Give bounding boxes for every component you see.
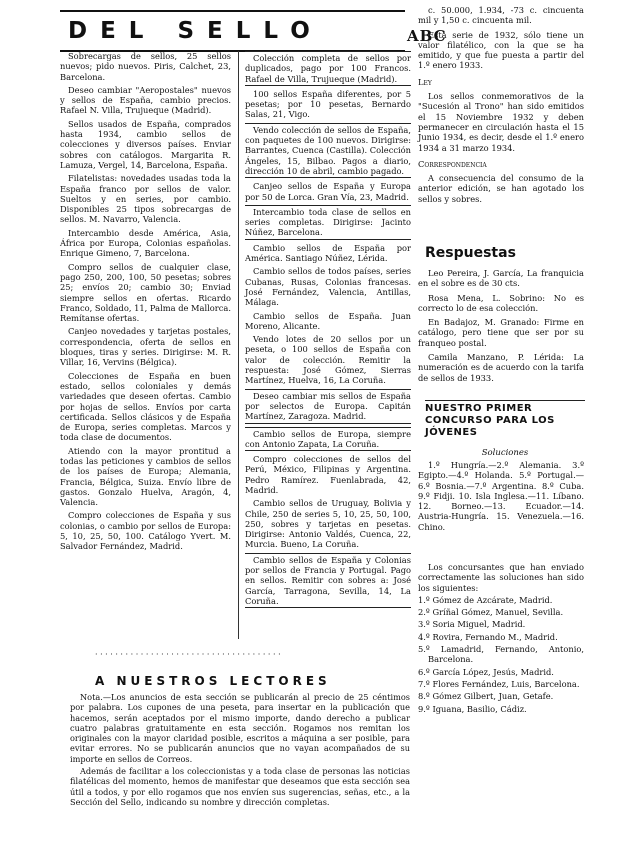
winner-item: 8.º Gómez Gilbert, Juan, Getafe. — [418, 691, 554, 702]
section-header — [60, 10, 447, 52]
classified-ad: Sobrecargas de sellos, 25 sellos nuevos; pido nuevos. Piris, Calchet, 23, Barcelona. — [60, 51, 231, 82]
middle-column — [245, 51, 411, 639]
classified-ad: Cambio sellos de Uruguay, Bolivia y Chile, 250 de series 5, 10, 25, 50, 100, 250, sobres y tarjetas en pesetas. Dirigirse: Antonio Valdés, Cuenca, 22, Murcia. Bueno, La Coruña. — [245, 498, 411, 550]
classified-ad: Atiendo con la mayor prontitud a todas las peticiones y cambios de sellos de los países de Europa; Alemania, Francia, Bélgica, Suiza. Envío libre de gastos. Gonzalo Huelva, Aragón, 4, Valencia. — [60, 445, 231, 508]
dotted-separator: · · · · · · · · · · · · · · · · · · · · · · · · · · · · · · · · · · · · · — [95, 650, 281, 659]
winner-item: 9.º Iguana, Basilio, Cádiz. — [418, 703, 527, 714]
notice-paragraph: Nota.—Los anuncios de esta sección se publicarán al precio de 25 céntimos por palabra. Los cupones de una peseta, para insertar en la publicación que hacemos, serán aceptados por el mismo importe, dando derecho a publicar cuatro palabras gratuitamente en esta sección. Rogamos nos remitan los originales con la mayor claridad posible, escritos a máquina a ser posible, para evitar errores. No se publicarán anuncios que no vayan acompañados de su importe en sellos de Correos. — [70, 692, 410, 764]
respuestas-list — [418, 268, 584, 398]
soluciones-text: 1.º Hungría.—2.º Alemania. 3.º Egipto.—4.º Holanda. 5.º Portugal.—6.º Bosnia.—7.º Argentina. 8.º Cuba. 9.º Fidji. 10. Isla Inglesa.—11. Líbano. 12. Borneo.—13. Ecuador.—14. Austria-Hungría. 15. Venezuela.—16. Chino. — [418, 460, 584, 532]
column-divider — [238, 51, 239, 639]
lectores-heading: A NUESTROS LECTORES — [95, 674, 331, 688]
winner-item: 3.º Soria Miguel, Madrid. — [418, 619, 526, 630]
answer-item: En Badajoz, M. Granado: Firme en catálogo, pero tiene que ser por su franqueo postal. — [418, 317, 584, 348]
classified-ad: Compro sellos de cualquier clase, pago 250, 200, 100, 50 pesetas; sobres 25; envíos 20; cambio 30; Enviad siempre sellos en ofertas. Ricardo Franco, Soldado, 11, Palma de Mallorca. Remítanse ofertas. — [60, 261, 231, 324]
left-column — [60, 51, 231, 639]
right-column-top — [418, 5, 584, 204]
concurso-heading: NUESTRO PRIMER CONCURSO PARA LOS JÓVENES — [425, 400, 585, 439]
answer-item: Camila Manzano, P. Lérida: La numeración es de acuerdo con la tarifa de sellos de 1933. — [418, 352, 584, 383]
classified-ad-boxed: Vendo colección de sellos de España, con paquetes de 100 nuevos. Dirigirse: Barrantes, Cuenca (Castilla). Colección Ángeles, 15, Bilbao. Pagos a diario, dirección 10 de abril, cambio pagado. — [245, 123, 411, 178]
notice-paragraph: A consecuencia del consumo de la anterior edición, se han agotado los sellos y sobres. — [418, 173, 584, 204]
classified-ad-boxed: Cambio sellos de Europa, siempre con Antonio Zapata, La Coruña. — [245, 427, 411, 452]
classified-ad: Filatelistas: novedades usadas toda la España franco por sellos de valor. Sueltos y en series, por cambio. Disponibles 25 tipos sobrecargas de sellos. M. Navarro, Valencia. — [60, 173, 231, 225]
winner-item: 1.º Gómez de Azcárate, Madrid. — [418, 594, 553, 605]
answer-item: Rosa Mena, L. Sobrino: No es correcto lo de esa colección. — [418, 292, 584, 313]
classified-ad: Compro colecciones de España y sus colonias, o cambio por sellos de Europa: 5, 10, 25, 50, 100. Catálogo Yvert. M. Salvador Fernández, Madrid. — [60, 510, 231, 552]
classified-ad: Colecciones de España en buen estado, sellos coloniales y demás variedades que deseen ofertas. Cambio por hojas de sellos. Envíos por carta certificada. Sellos clásicos y de España de Europa, series completas. Marcos y toda clase de documentos. — [60, 370, 231, 443]
winner-item: 7.º Flores Fernández, Luis, Barcelona. — [418, 678, 580, 689]
classified-ad-boxed: Cambio sellos de España y Colonias por sellos de Francia y Portugal. Pago en sellos. Remitir con sobres a: José García, Tarragona, Sevilla, 14, La Coruña. — [245, 553, 411, 608]
subsection-label: Correspondencia — [418, 158, 487, 169]
classified-ad: Cambio sellos de todos países, series Cubanas, Rusas, Colonias francesas. José Fernández, Valencia, Antillas, Málaga. — [245, 266, 411, 308]
winner-item: 4.º Rovira, Fernando M., Madrid. — [418, 631, 558, 642]
soluciones-label: Soluciones — [481, 448, 529, 458]
abc-logo: ABC — [407, 27, 447, 45]
answer-item: Leo Pereira, J. García, La franquicia en el sobre es de 30 cts. — [418, 268, 584, 289]
ganadores-list — [418, 562, 584, 832]
winner-item: 5.º Lamadrid, Fernando, Antonio, Barcelona. — [418, 644, 584, 665]
classified-ad-boxed: Colección completa de sellos por duplicados, pago por 100 Francos. Rafael de Villa, Trujueque (Madrid). — [245, 51, 411, 86]
classified-ad: Deseo cambiar "Aeropostales" nuevos y sellos de España, cambio precios. Rafael N. Villa, Trujueque (Madrid). — [60, 84, 231, 116]
classified-ad: Vendo lotes de 20 sellos por un peseta, o 100 sellos de España con valor de colección. Remitir la respuesta: José Gómez, Sierras Martínez, Huelva, 16, La Coruña. — [245, 334, 411, 386]
respuestas-heading: Respuestas — [425, 245, 516, 261]
classified-ad: Canjeo sellos de España y Europa por 50 de Lorca. Gran Vía, 23, Madrid. — [245, 181, 411, 202]
soluciones-list — [418, 460, 584, 560]
winner-item: 6.º García López, Jesús, Madrid. — [418, 666, 554, 677]
classified-ad-boxed: Intercambio toda clase de sellos en series completas. Dirigirse: Jacinto Núñez, Barcelona. — [245, 205, 411, 240]
section-title: DEL SELLO — [68, 18, 323, 44]
classified-ad: 100 sellos España diferentes, por 5 pesetas; por 10 pesetas, Bernardo Salas, 21, Vigo. — [245, 88, 411, 120]
winner-item: 2.º Gríñal Gómez, Manuel, Sevilla. — [418, 607, 564, 618]
classified-ad: Canjeo novedades y tarjetas postales, correspondencia, oferta de sellos en bloques, tiras y series. Dirigirse: M. R. Villar, 16, Vervins (Bélgica). — [60, 326, 231, 368]
classified-ad: Intercambio desde América, Asia, África por Europa, Colonias españolas. Enrique Gimeno, 7, Barcelona. — [60, 227, 231, 259]
classified-ad: Compro colecciones de sellos del Perú, México, Filipinas y Argentina. Pedro Ramírez. Fuenlabrada, 42, Madrid. — [245, 454, 411, 495]
classified-ad-boxed: Deseo cambiar mis sellos de España por selectos de Europa. Capitán Martínez, Zaragoza. Madrid. — [245, 389, 411, 424]
classified-ad: Sellos usados de España, comprados hasta 1934, cambio sellos de colecciones y diversos países. Enviar sobres con catálogos. Margarita R. Lamuza, Vergel, 14, Barcelona, España. — [60, 118, 231, 170]
notice-paragraph: Los sellos conmemorativos de la "Sucesión al Trono" han sido emitidos el 15 Noviembre 1932 y deben permanecer en circulación hasta el 15 Junio 1934, es decir, desde el 1.º enero 1934 a 31 marzo 1934. — [418, 91, 584, 153]
classified-ad: Cambio sellos de España. Juan Moreno, Alicante. — [245, 310, 411, 331]
classified-ad: Cambio sellos de España por América. Santiago Núñez, Lérida. — [245, 242, 411, 264]
notice-paragraph: Además de facilitar a los coleccionistas y a toda clase de personas las noticias filatélicas del momento, hemos de manifestar que deseamos que esta sección sea útil a todos, y por ello rogamos que nos envíen sus sugerencias, señas, etc., a la Sección del Sello, indicando su nombre y dirección completas. — [70, 766, 410, 807]
notice-paragraph: c. 50.000, 1.934, -73 c. cincuenta mil y 1,50 c. cincuenta mil. — [418, 5, 584, 26]
ganadores-intro: Los concursantes que han enviado correctamente las soluciones han sido los siguientes: — [418, 562, 584, 593]
notice-paragraph: Esta serie de 1932, sólo tiene un valor filatélico, con la que se ha emitido, y que fue puesta a partir del 1.º enero 1933. — [418, 29, 584, 71]
subsection-label: Ley — [418, 76, 432, 87]
lectores-notice — [70, 692, 410, 832]
